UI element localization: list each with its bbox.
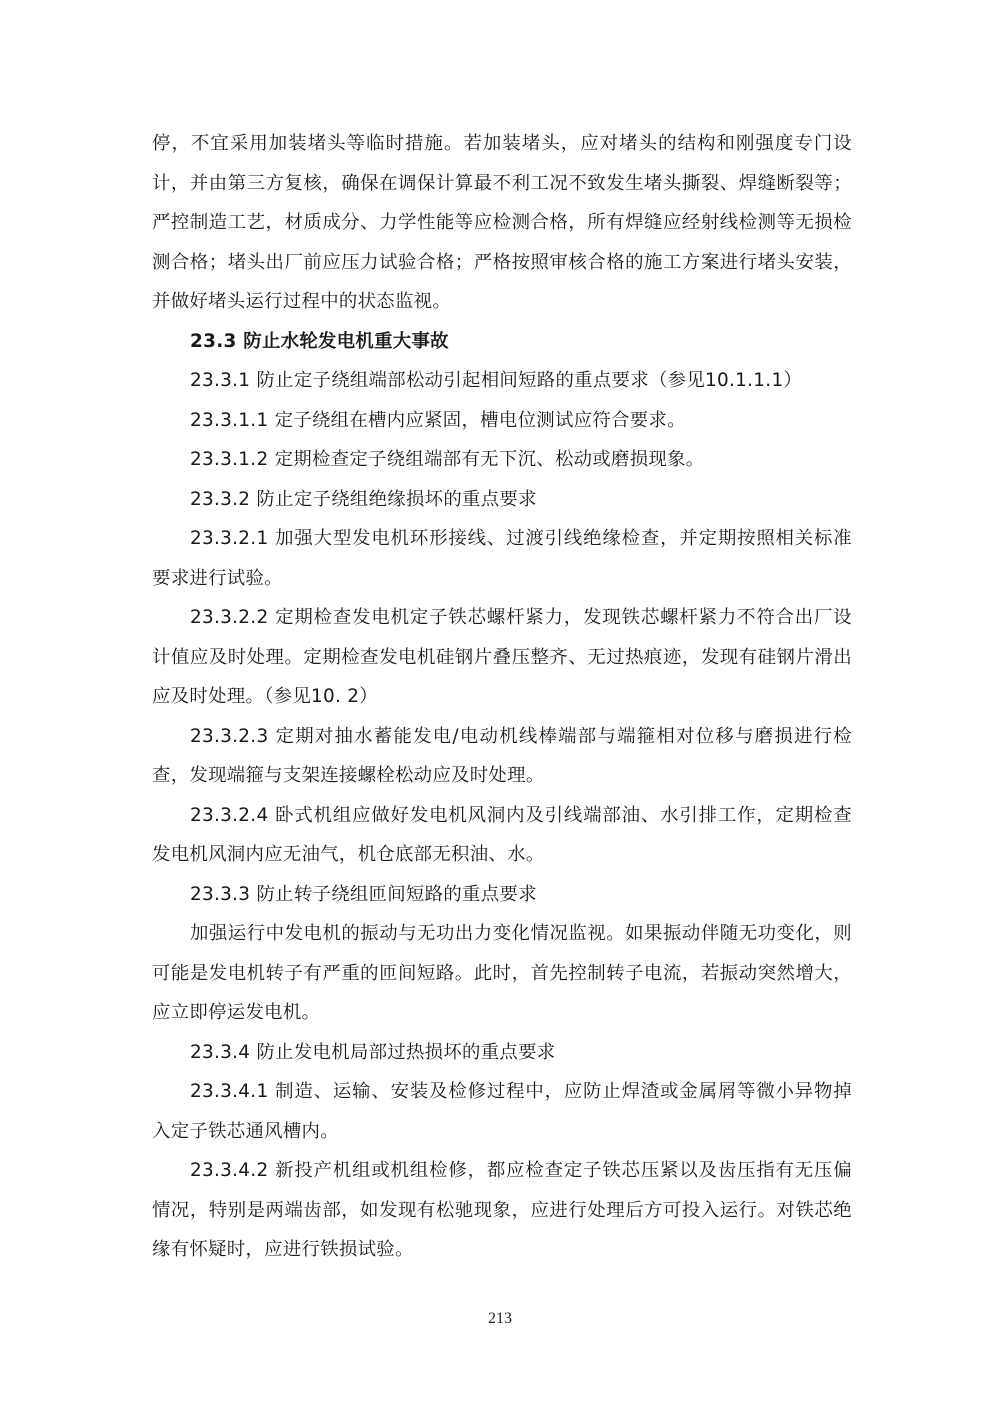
paragraph: 23.3.4.1 制造、运输、安装及检修过程中，应防止焊渣或金属屑等微小异物掉入定子铁芯通风槽内。 xyxy=(152,1081,852,1142)
paragraph-continuation: 停，不宜采用加装堵头等临时措施。若加装堵头，应对堵头的结构和刚强度专门设计，并由第三方复核，确保在调保计算最不利工况不致发生堵头撕裂、焊缝断裂等；严控制造工艺，材质成分、力学性能等应检测合格，所有焊缝应经射线检测等无损检测合格；堵头出厂前应压力试验合格；严格按照审核合格的施工方案进行堵头安装，并做好堵头运行过程中的状态监视。 xyxy=(152,133,852,312)
page-number: 213 xyxy=(488,1310,512,1327)
paragraph: 23.3.2.2 定期检查发电机定子铁芯螺杆紧力，发现铁芯螺杆紧力不符合出厂设计值应及时处理。定期检查发电机硅钢片叠压整齐、无过热痕迹，发现有硅钢片滑出应及时处理。（参见10. 2） xyxy=(152,607,852,707)
paragraph: 23.3.2.3 定期对抽水蓄能发电/电动机线棒端部与端箍相对位移与磨损进行检查，发现端箍与支架连接螺栓松动应及时处理。 xyxy=(152,725,852,786)
paragraph: 23.3.1 防止定子绕组端部松动引起相间短路的重点要求（参见10.1.1.1） xyxy=(190,370,803,391)
paragraph: 23.3.2 防止定子绕组绝缘损坏的重点要求 xyxy=(190,488,537,510)
paragraph: 23.3.2.1 加强大型发电机环形接线、过渡引线绝缘检查，并定期按照相关标准要求进行试验。 xyxy=(152,528,852,589)
section-heading: 23.3 防止水轮发电机重大事故 xyxy=(190,330,449,352)
paragraph: 23.3.1.1 定子绕组在槽内应紧固，槽电位测试应符合要求。 xyxy=(190,409,686,431)
paragraph: 加强运行中发电机的振动与无功出力变化情况监视。如果振动伴随无功变化，则可能是发电机转子有严重的匝间短路。此时，首先控制转子电流，若振动突然增大，应立即停运发电机。 xyxy=(152,923,852,1023)
paragraph: 23.3.1.2 定期检查定子绕组端部有无下沉、松动或磨损现象。 xyxy=(190,449,705,470)
paragraph: 23.3.4 防止发电机局部过热损坏的重点要求 xyxy=(190,1041,556,1063)
paragraph: 23.3.4.2 新投产机组或机组检修，都应检查定子铁芯压紧以及齿压指有无压偏情况，特别是两端齿部，如发现有松驰现象，应进行处理后方可投入运行。对铁芯绝缘有怀疑时，应进行铁损试验。 xyxy=(152,1160,852,1260)
paragraph: 23.3.3 防止转子绕组匝间短路的重点要求 xyxy=(190,883,537,905)
body-text xyxy=(152,124,852,1270)
paragraph: 23.3.2.4 卧式机组应做好发电机风洞内及引线端部油、水引排工作，定期检查发电机风洞内应无油气，机仓底部无积油、水。 xyxy=(152,804,852,865)
